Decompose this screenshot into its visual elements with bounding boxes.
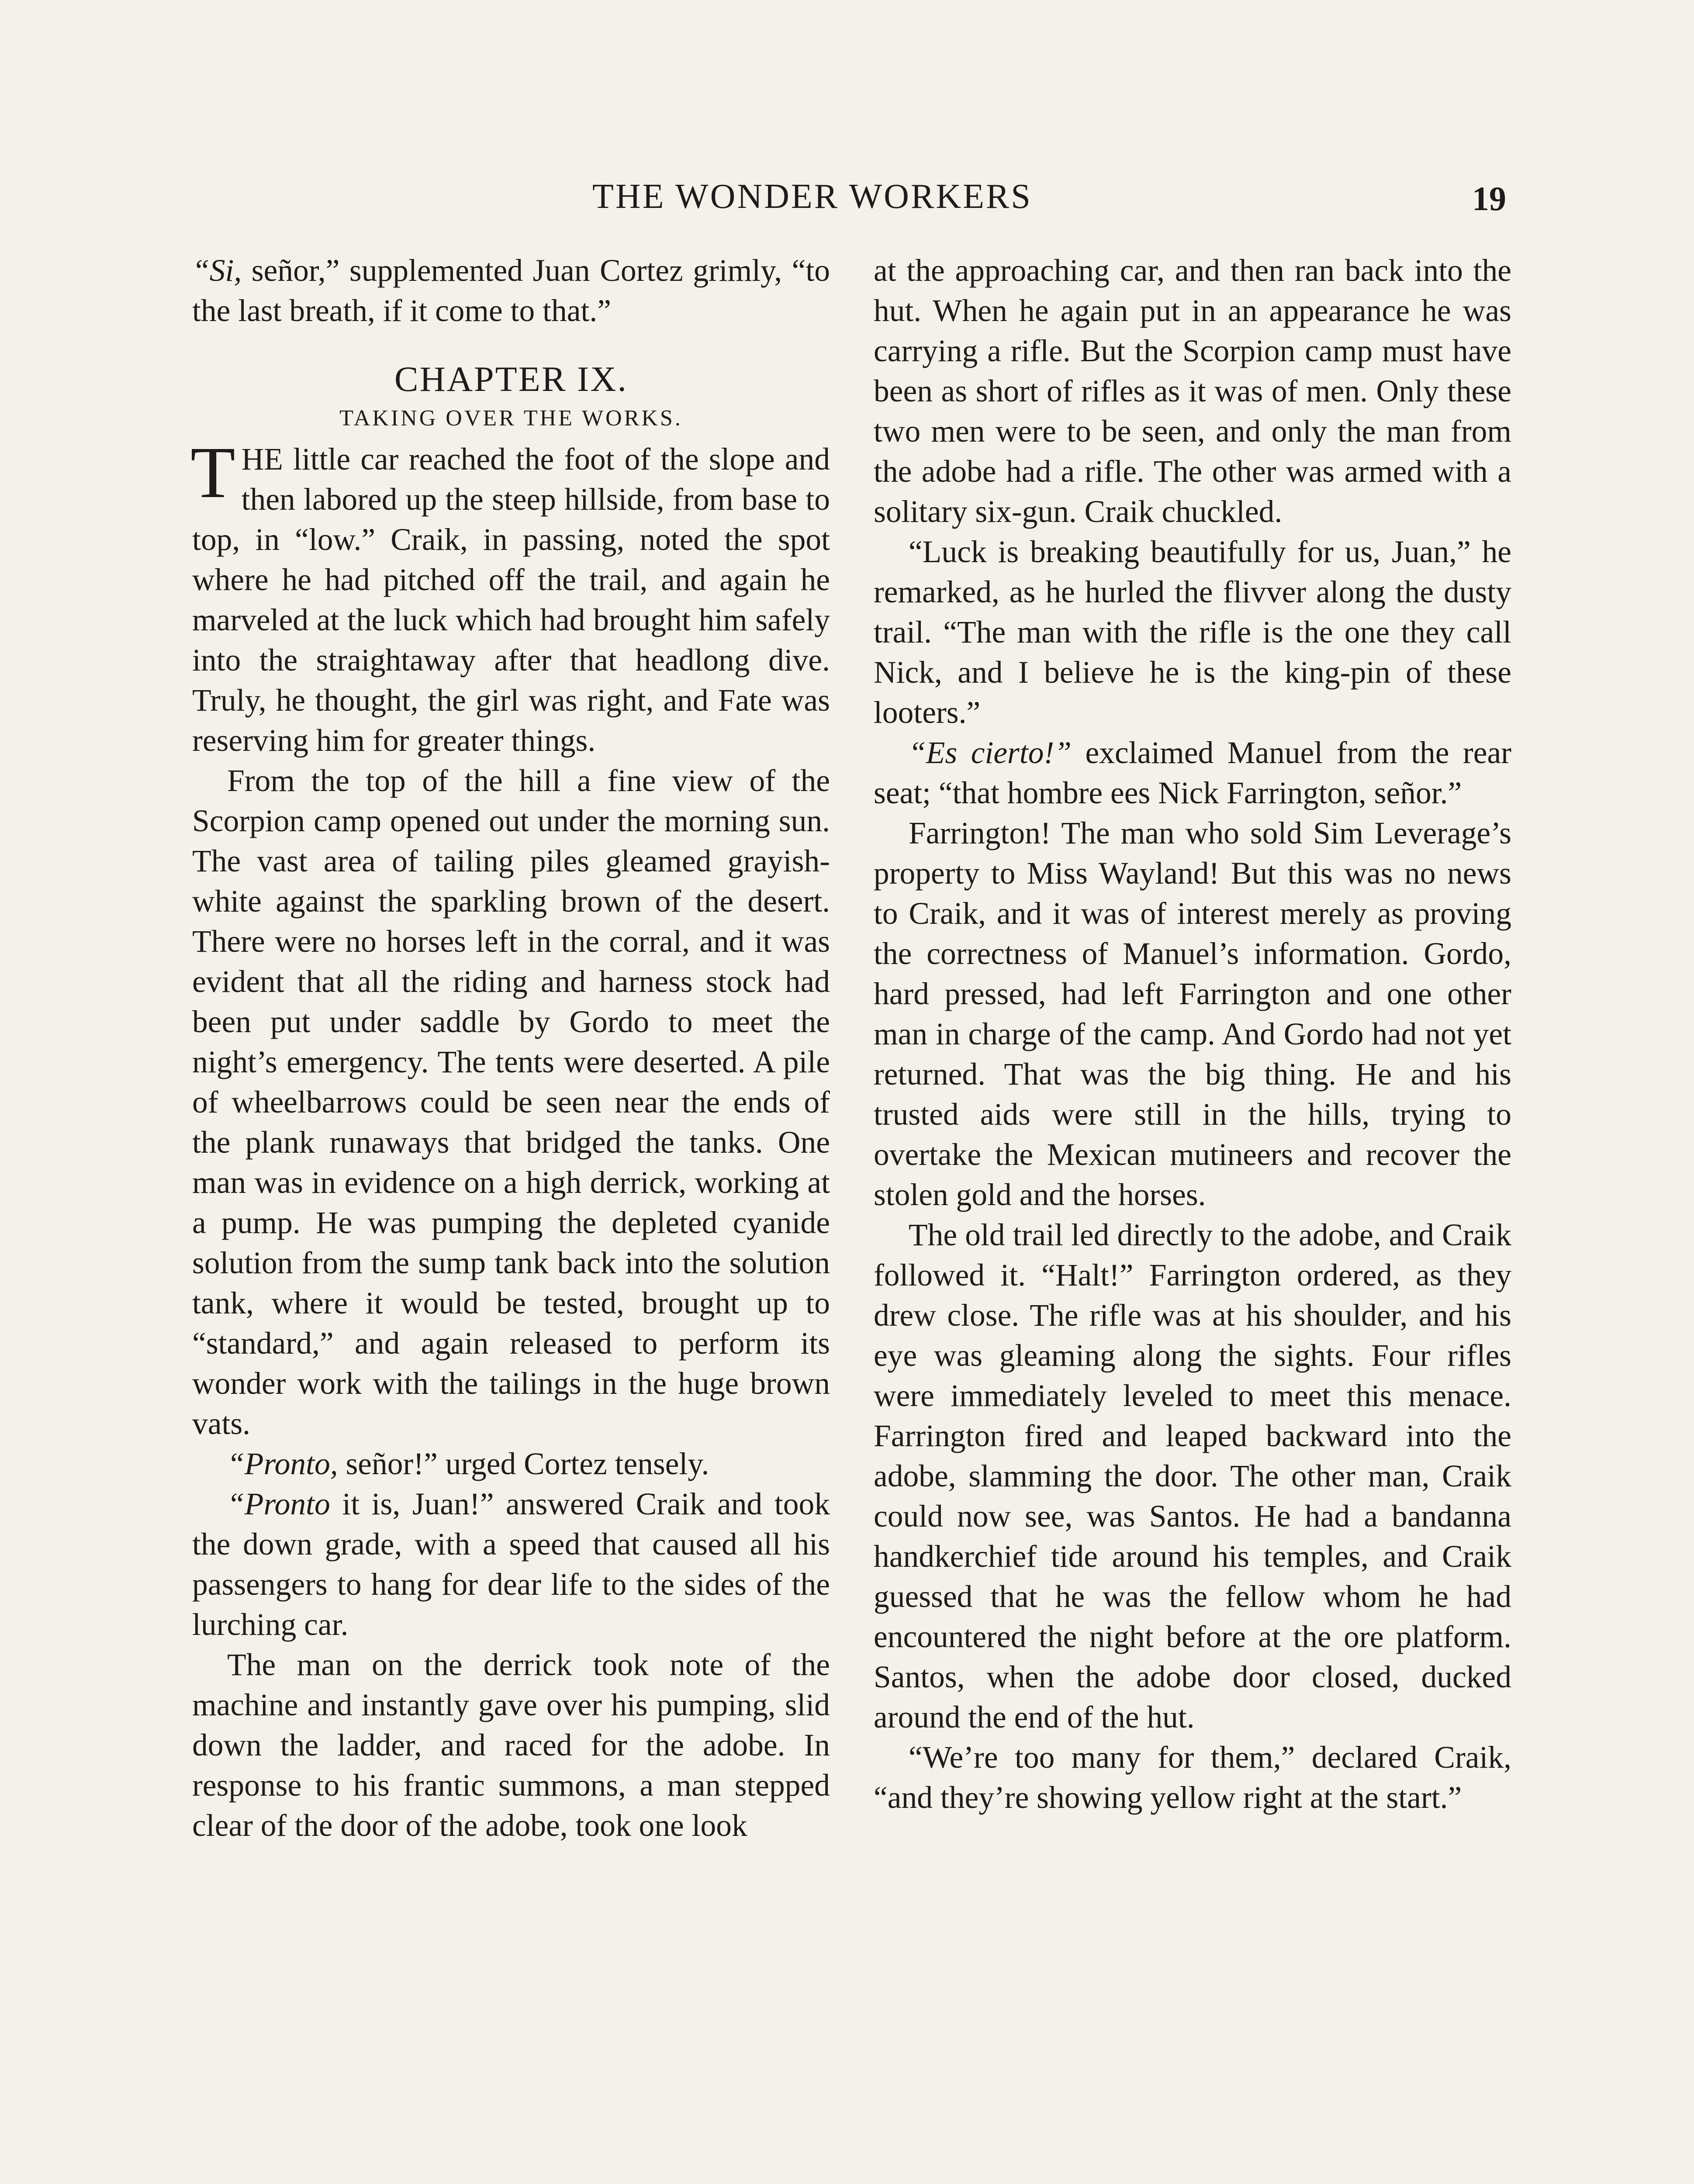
paragraph: From the top of the hill a fine view of the Scorpion camp opened out under the morning sun. The vast area of tailing piles gleamed grayish-white against the sparkling brown of the desert. There were no horses left in the corral, and it was evident that all the riding and harness stock had been put under saddle by Gordo to meet the night’s emergency. The tents were deserted. A pile of wheelbarrows could be seen near the ends of the plank runaways that bridged the tanks. One man was in evidence on a high derrick, working at a pump. He was pumping the depleted cyanide solution from the sump tank back into the solution tank, where it would be tested, brought up to “standard,” and again released to perform its wonder work with the tailings in the huge brown vats. [192,764,830,1441]
paragraph: The man on the derrick took note of the machine and instantly gave over his pumping, slid down the ladder, and raced for the adobe. In response to his frantic summons, a man stepped clear of the door of the adobe, took one look [192,1648,830,1843]
chapter-subtitle: TAKING OVER THE WORKS. [339,406,683,431]
italic-text: “Pronto, [227,1447,338,1481]
drop-cap: T [190,432,235,513]
paragraph-text: señor,” supplemented Juan Cortez grimly, “to the last breath, if it come to that.” [192,253,830,328]
page-number: 19 [1472,180,1506,218]
paragraph: “Luck is breaking beautifully for us, Juan,” he remarked, as he hurled the flivver along the dusty trail. “The man with the rifle is the one they call Nick, and I believe he is the king-pin of these looters.” [874,535,1511,730]
italic-text: “Es cierto!” [909,736,1072,770]
chapter-heading: CHAPTER IX. [394,359,628,399]
paragraph [192,1444,830,1484]
paragraph: Farrington! The man who sold Sim Leverage’s property to Miss Wayland! But this was no news to Craik, and it was of interest merely as proving the correctness of Manuel’s information. Gordo, hard pressed, had left Farrington and one other man in charge of the camp. And Gordo had not yet returned. That was the big thing. He and his trusted aids were still in the hills, trying to overtake the Mexican mutineers and recover the stolen gold and the horses. [874,816,1511,1212]
italic-text: “Si, [192,253,242,288]
left-column [192,251,830,1846]
italic-text: “Pronto [227,1487,330,1521]
paragraph [190,432,830,761]
paragraph: at the approaching car, and then ran back into the hut. When he again put in an appearance he was carrying a rifle. But the Scorpion camp must have been as short of rifles as it was of men. Only these two men were to be seen, and only the man from the adobe had a rifle. The other was armed with a solitary six-gun. Craik chuckled. [874,253,1511,529]
paragraph: “We’re too many for them,” declared Craik, “and they’re showing yellow right at the start.” [874,1740,1511,1815]
right-column [874,251,1511,1818]
paragraph: The old trail led directly to the adobe, and Craik followed it. “Halt!” Farrington ordered, as they drew close. The rifle was at his shoulder, and his eye was gleaming along the sights. Four rifles were immediately leveled to meet this menace. Farrington fired and leaped backward into the adobe, slamming the door. The other man, Craik could now see, was Santos. He had a bandanna handkerchief tide around his temples, and Craik guessed that he was the fellow whom he had encountered the night before at the ore platform. Santos, when the adobe door closed, ducked around the end of the hut. [874,1218,1511,1735]
paragraph [192,251,830,331]
paragraph-text: HE little car reached the foot of the slope and then labored up the steep hillside, from base to top, in “low.” Craik, in passing, noted the spot where he had pitched off the trail, and again he marveled at the luck which had brought him safely into the straightaway after that headlong dive. Truly, he thought, the girl was right, and Fate was reserving him for greater things. [192,442,830,758]
paragraph [874,733,1511,813]
paragraph-text: exclaimed Manuel from the rear seat; “that hombre ees Nick Farrington, señor.” [874,736,1511,810]
paragraph [192,1484,830,1645]
running-title: THE WONDER WORKERS [592,177,1032,216]
paragraph-text: señor!” urged Cortez tensely. [338,1447,709,1481]
paragraph-text: it is, Juan!” answered Craik and took the down grade, with a speed that caused all his passengers to hang for dear life to the sides of the lurching car. [192,1487,830,1642]
